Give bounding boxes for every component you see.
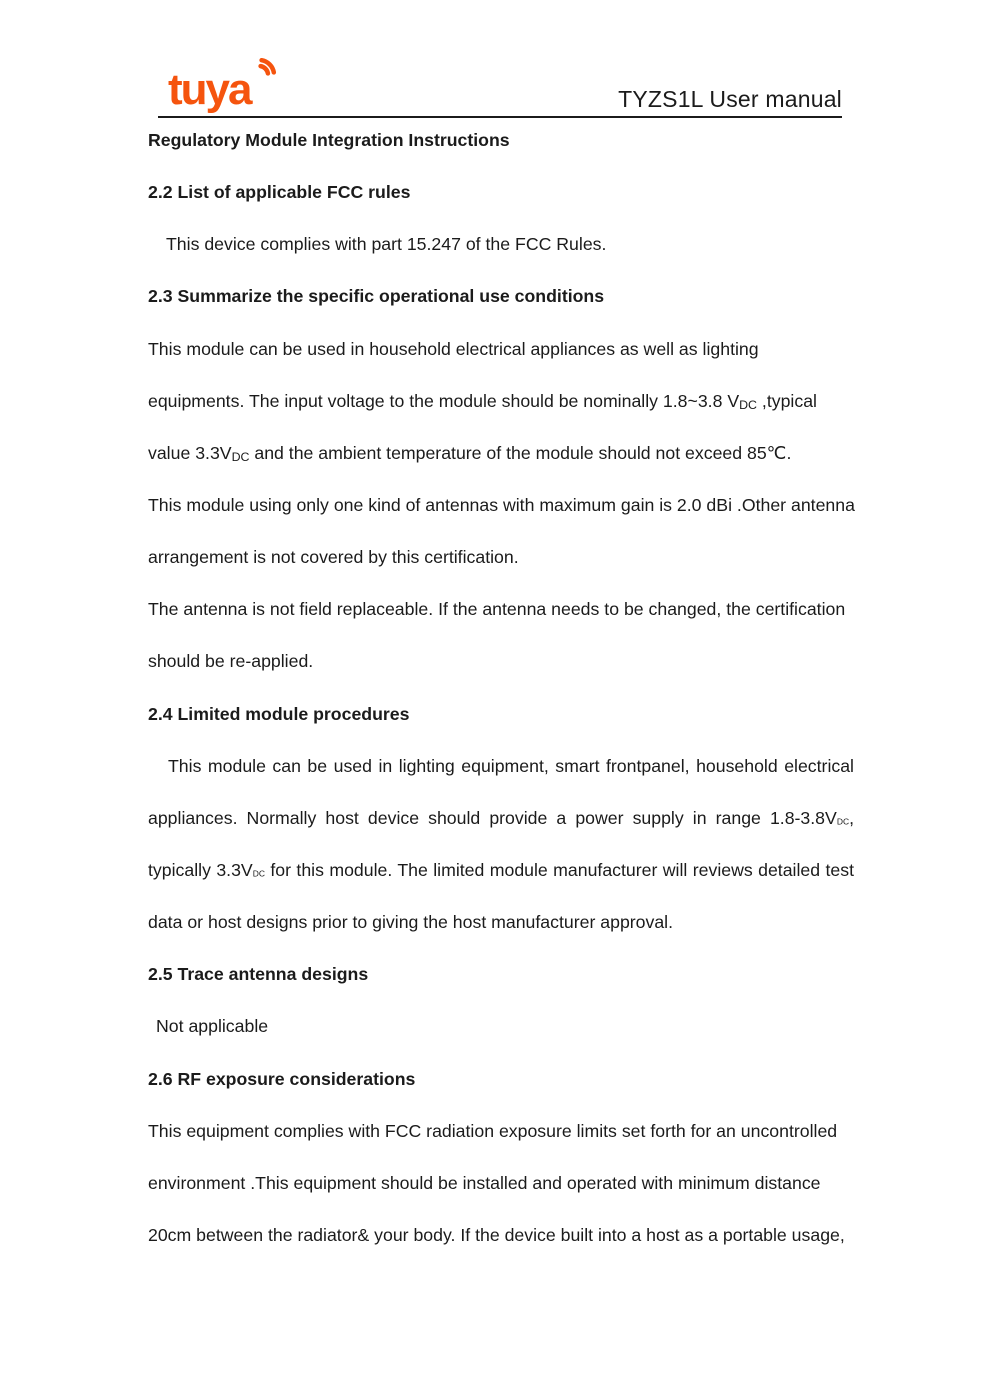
para-rf-exposure-line-3: 20cm between the radiator& your body. If the device built into a host as a portable usage, — [148, 1224, 845, 1245]
para-fcc-rules: This device complies with part 15.247 of the FCC Rules. — [166, 234, 607, 255]
wifi-signal-icon — [261, 60, 274, 73]
para-op-conditions-line-2: equipments. The input voltage to the module should be nominally 1.8~3.8 VDC ,typical — [148, 390, 817, 412]
document-body — [148, 114, 854, 1261]
section-2-3-heading: 2.3 Summarize the specific operational use conditions — [148, 286, 605, 307]
para-antenna-replace-line-2: should be re-applied. — [148, 651, 314, 672]
document-title-header: TYZS1L User manual — [618, 86, 842, 112]
section-2-2-heading: 2.2 List of applicable FCC rules — [148, 182, 411, 203]
para-limited-module-line-4: data or host designs prior to giving the host manufacturer approval. — [148, 912, 674, 933]
section-2-6-heading: 2.6 RF exposure considerations — [148, 1068, 416, 1089]
para-limited-module-line-3: typically 3.3VDC for this module. The limited module manufacturer will reviews detailed test — [148, 859, 854, 880]
para-antenna-gain-line-1: This module using only one kind of antennas with maximum gain is 2.0 dBi .Other antenna — [148, 494, 855, 515]
para-antenna-gain-line-2: arrangement is not covered by this certification. — [148, 547, 519, 568]
section-2-5-heading: 2.5 Trace antenna designs — [148, 964, 369, 985]
tuya-logo — [168, 58, 290, 114]
para-rf-exposure-line-2: environment .This equipment should be installed and operated with minimum distance — [148, 1172, 821, 1193]
page-header — [158, 58, 842, 118]
para-limited-module-line-1: This module can be used in lighting equipment, smart frontpanel, household electrical — [168, 755, 854, 776]
subscript-text: DC — [231, 449, 250, 464]
section-2-4-heading: 2.4 Limited module procedures — [148, 703, 410, 724]
doc-main-heading: Regulatory Module Integration Instructions — [148, 130, 510, 150]
subscript-text: DC — [252, 868, 265, 879]
para-op-conditions-line-1: This module can be used in household electrical appliances as well as lighting — [148, 338, 759, 359]
para-limited-module-line-2: appliances. Normally host device should provide a power supply in range 1.8-3.8VDC, — [148, 807, 854, 828]
para-op-conditions-line-3: value 3.3VDC and the ambient temperature of the module should not exceed 85℃. — [148, 442, 792, 464]
subscript-text: DC — [836, 816, 850, 827]
para-rf-exposure-line-1: This equipment complies with FCC radiation exposure limits set forth for an uncontrolled — [148, 1120, 838, 1141]
subscript-text: DC — [739, 397, 757, 412]
para-antenna-replace-line-1: The antenna is not field replaceable. If the antenna needs to be changed, the certification — [148, 599, 846, 620]
tuya-logo-text: tuya — [168, 65, 251, 114]
para-not-applicable: Not applicable — [156, 1016, 269, 1037]
